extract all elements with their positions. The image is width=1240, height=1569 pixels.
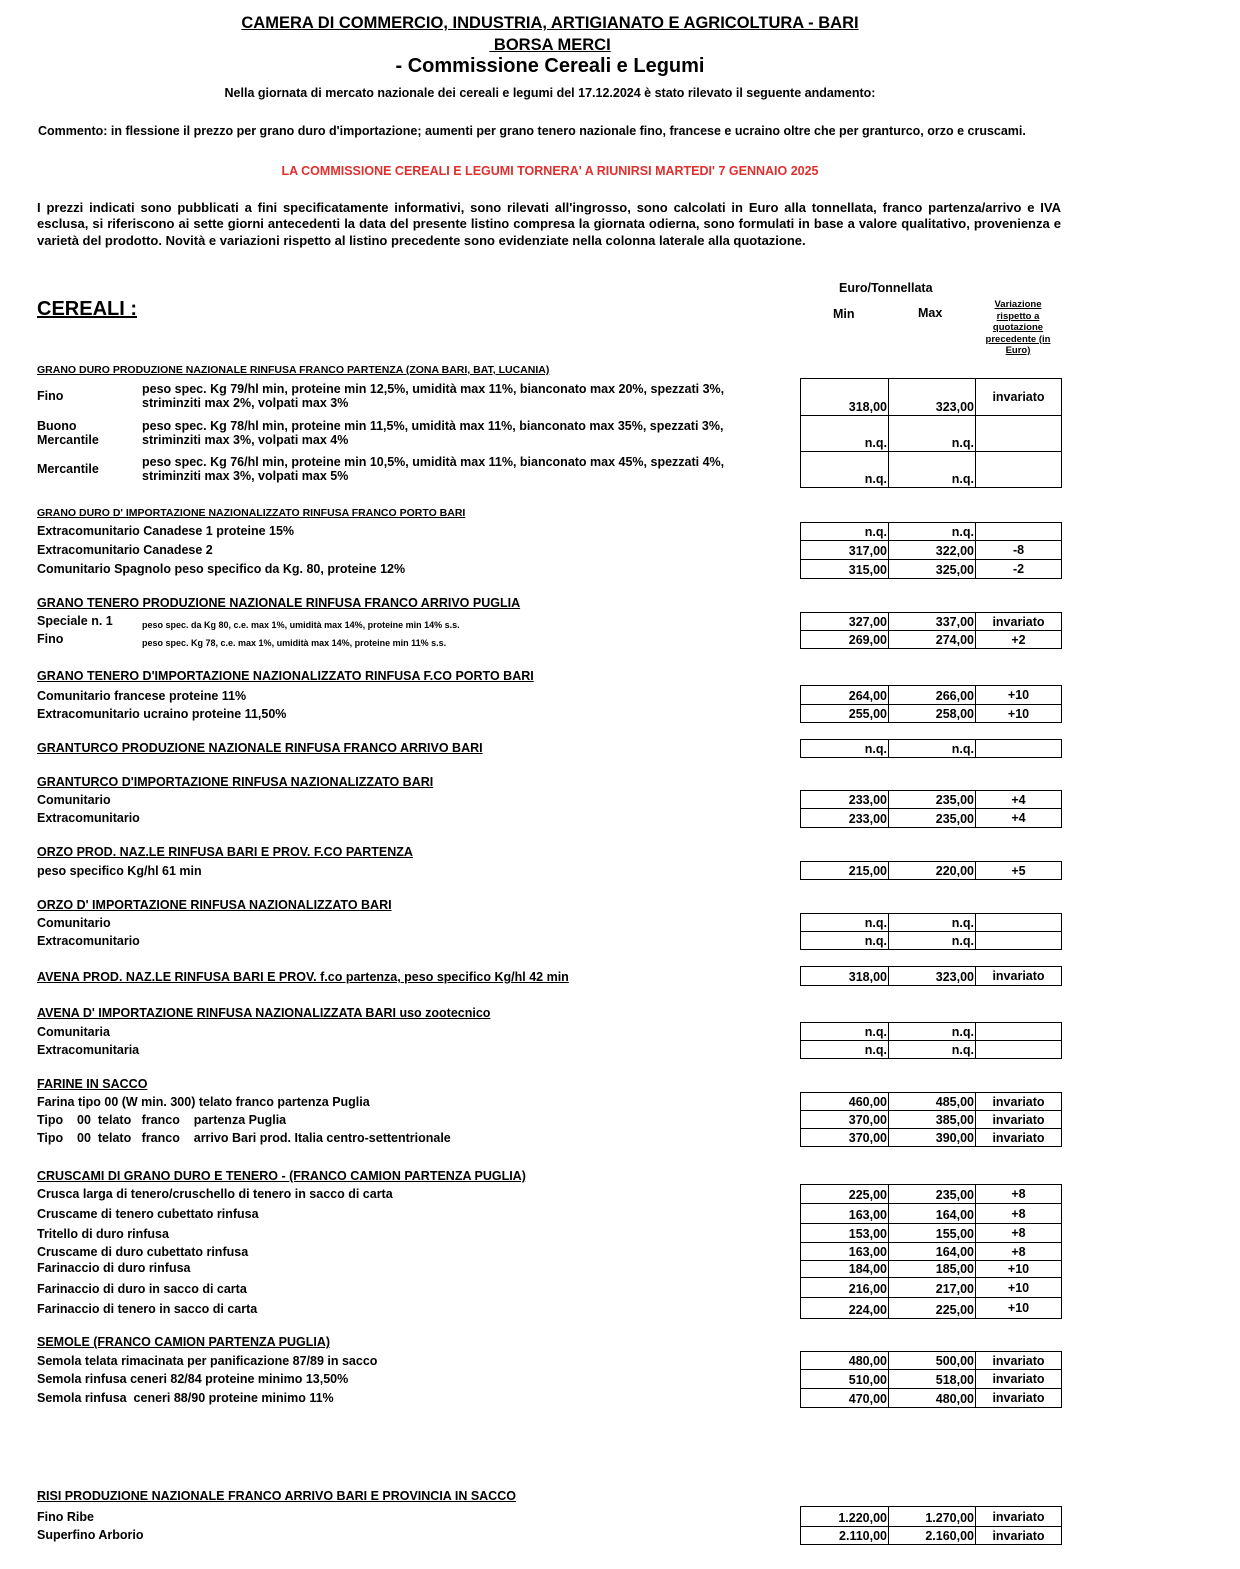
price-variation: invariato <box>992 1372 1045 1386</box>
row-description: peso spec. Kg 79/hl min, proteine min 12,5%, umidità max 11%, bianconato max 20%, spezzati 3%, striminziti max 2%, volpati max 3% <box>142 382 725 410</box>
price-variation: invariato <box>992 614 1045 629</box>
min-price: 315,00 <box>801 560 889 578</box>
price-row <box>800 1040 1062 1059</box>
price-variation: +2 <box>1011 632 1026 647</box>
row-label: Tipo 00 telato franco arrivo Bari prod. Italia centro-settentrionale <box>37 1131 451 1145</box>
max-price: 480,00 <box>889 1389 976 1407</box>
max-price: 217,00 <box>889 1278 976 1297</box>
max-price: 390,00 <box>889 1129 976 1146</box>
price-variation <box>976 523 1061 540</box>
row-label: Farina tipo 00 (W min. 300) telato franco partenza Puglia <box>37 1095 370 1109</box>
price-variation: invariato <box>992 1094 1045 1109</box>
price-variation: invariato <box>992 1509 1045 1524</box>
row-label: Tipo 00 telato franco partenza Puglia <box>37 1113 287 1127</box>
min-price: n.q. <box>801 452 889 487</box>
max-price: 220,00 <box>889 862 976 879</box>
section-title: RISI PRODUZIONE NAZIONALE FRANCO ARRIVO BARI E PROVINCIA IN SACCO <box>37 1489 516 1503</box>
price-variation <box>976 740 1061 757</box>
price-variation: +8 <box>1011 1244 1026 1259</box>
min-price: 318,00 <box>801 379 889 415</box>
min-price: n.q. <box>801 416 889 451</box>
section-title: ORZO D' IMPORTAZIONE RINFUSA NAZIONALIZZATO BARI <box>37 898 392 912</box>
min-price: 215,00 <box>801 862 889 879</box>
row-label: Extracomunitario ucraino proteine 11,50% <box>37 707 287 721</box>
max-price: 258,00 <box>889 705 976 722</box>
min-price: 224,00 <box>801 1298 889 1318</box>
price-row <box>800 1022 1062 1041</box>
price-variation: -8 <box>1012 543 1025 557</box>
row-label: Tritello di duro rinfusa <box>37 1227 169 1241</box>
min-price: 317,00 <box>801 541 889 559</box>
row-label: Mercantile <box>37 462 99 476</box>
section-title: GRANO TENERO PRODUZIONE NAZIONALE RINFUSA FRANCO ARRIVO PUGLIA <box>37 596 521 610</box>
max-price: 2.160,00 <box>889 1527 976 1544</box>
max-price: n.q. <box>889 932 976 949</box>
price-row <box>800 913 1062 932</box>
section-title: AVENA D' IMPORTAZIONE RINFUSA NAZIONALIZZATA BARI uso zootecnico <box>37 1006 491 1020</box>
price-row <box>800 704 1062 723</box>
max-price: 185,00 <box>889 1261 976 1277</box>
min-price: n.q. <box>801 932 889 949</box>
min-price: 370,00 <box>801 1111 889 1128</box>
market-intro: Nella giornata di mercato nazionale dei cereali e legumi del 17.12.2024 è stato rilevato il seguente andamento: <box>224 86 876 100</box>
min-price: 255,00 <box>801 705 889 722</box>
price-row <box>800 522 1062 541</box>
price-variation <box>976 932 1061 949</box>
row-label: Semola rinfusa ceneri 88/90 proteine minimo 11% <box>37 1391 334 1405</box>
max-price: n.q. <box>889 416 976 451</box>
min-price: n.q. <box>801 1023 889 1040</box>
row-label: Buono Mercantile <box>37 419 99 447</box>
commission-title: - Commissione Cereali e Legumi <box>395 55 705 77</box>
section-title: AVENA PROD. NAZ.LE RINFUSA BARI E PROV. f.co partenza, peso specifico Kg/hl 42 min <box>37 970 569 984</box>
min-price: 153,00 <box>801 1224 889 1242</box>
price-row <box>800 415 1062 452</box>
max-price: n.q. <box>889 452 976 487</box>
max-price: n.q. <box>889 740 976 757</box>
variation-column-header: Variazione rispetto a quotazione precedente (in Euro) <box>985 299 1051 356</box>
section-title: GRANTURCO PRODUZIONE NAZIONALE RINFUSA FRANCO ARRIVO BARI <box>37 741 483 755</box>
min-price: n.q. <box>801 1041 889 1058</box>
price-variation: invariato <box>992 1112 1045 1127</box>
price-row <box>800 1277 1062 1298</box>
section-title: GRANTURCO D'IMPORTAZIONE RINFUSA NAZIONALIZZATO BARI <box>37 775 434 789</box>
max-price: 225,00 <box>889 1298 976 1318</box>
row-label: Semola rinfusa ceneri 82/84 proteine minimo 13,50% <box>37 1372 349 1386</box>
row-label: Superfino Arborio <box>37 1528 144 1542</box>
max-price: 385,00 <box>889 1111 976 1128</box>
row-label: Semola telata rimacinata per panificazione 87/89 in sacco <box>37 1354 378 1368</box>
price-row <box>800 685 1062 705</box>
min-price: 510,00 <box>801 1370 889 1388</box>
section-title: SEMOLE (FRANCO CAMION PARTENZA PUGLIA) <box>37 1335 331 1349</box>
max-price: 323,00 <box>889 379 976 415</box>
price-row <box>800 1203 1062 1224</box>
max-price: 235,00 <box>889 809 976 827</box>
min-price: 216,00 <box>801 1278 889 1297</box>
price-variation: +5 <box>1011 863 1026 878</box>
row-description: peso spec. da Kg 80, c.e. max 1%, umidità max 14%, proteine min 14% s.s. <box>142 620 460 630</box>
max-price: 337,00 <box>889 613 976 630</box>
price-variation <box>976 416 1061 451</box>
min-price: 327,00 <box>801 613 889 630</box>
price-row <box>800 1526 1062 1545</box>
price-variation: invariato <box>992 390 1045 404</box>
price-variation: invariato <box>992 969 1045 983</box>
min-price: 184,00 <box>801 1261 889 1277</box>
price-row <box>800 1260 1062 1278</box>
price-variation: invariato <box>992 1353 1045 1368</box>
max-price: 274,00 <box>889 631 976 648</box>
min-price: 264,00 <box>801 686 889 704</box>
max-price: 164,00 <box>889 1204 976 1223</box>
price-variation: +8 <box>1011 1187 1026 1201</box>
next-meeting-notice: LA COMMISSIONE CEREALI E LEGUMI TORNERA' A RIUNIRSI MARTEDI' 7 GENNAIO 2025 <box>281 164 819 178</box>
price-variation: +8 <box>1011 1226 1026 1240</box>
chamber-title: CAMERA DI COMMERCIO, INDUSTRIA, ARTIGIANATO E AGRICOLTURA - BARI <box>241 14 859 32</box>
price-row <box>800 1242 1062 1261</box>
price-row <box>800 540 1062 560</box>
price-row <box>800 1184 1062 1204</box>
max-price: n.q. <box>889 1041 976 1058</box>
min-price: 318,00 <box>801 967 889 985</box>
row-description: peso spec. Kg 78/hl min, proteine min 11,5%, umidità max 11%, bianconato max 35%, spezzati 3%, striminziti max 3%, volpati max 4% <box>142 419 724 447</box>
price-variation: invariato <box>992 1528 1045 1543</box>
price-variation <box>976 1041 1061 1058</box>
price-row <box>800 931 1062 950</box>
min-price: 1.220,00 <box>801 1507 889 1526</box>
max-price: 1.270,00 <box>889 1507 976 1526</box>
row-label: Crusca larga di tenero/cruschello di tenero in sacco di carta <box>37 1187 393 1201</box>
min-price: n.q. <box>801 914 889 931</box>
section-title: GRANO TENERO D'IMPORTAZIONE NAZIONALIZZATO RINFUSA F.CO PORTO BARI <box>37 669 534 683</box>
price-row <box>800 559 1062 579</box>
section-title: CRUSCAMI DI GRANO DURO E TENERO - (FRANCO CAMION PARTENZA PUGLIA) <box>37 1169 526 1183</box>
price-row <box>800 1092 1062 1111</box>
max-price: 500,00 <box>889 1352 976 1369</box>
min-price: 2.110,00 <box>801 1527 889 1544</box>
price-row <box>800 378 1062 416</box>
price-row <box>800 808 1062 828</box>
max-price: 323,00 <box>889 967 976 985</box>
row-label: Comunitario <box>37 793 111 807</box>
price-row <box>800 612 1062 631</box>
price-variation: +10 <box>1007 706 1030 721</box>
min-price: n.q. <box>801 523 889 540</box>
row-label: Extracomunitario <box>37 934 140 948</box>
price-variation: +10 <box>1007 1280 1030 1295</box>
max-price: 164,00 <box>889 1243 976 1260</box>
max-price: 266,00 <box>889 686 976 704</box>
row-description: peso spec. Kg 76/hl min, proteine min 10,5%, umidità max 11%, bianconato max 45%, spezzati 4%, striminziti max 3%, volpati max 5% <box>142 455 725 483</box>
price-variation: +10 <box>1007 688 1030 702</box>
min-price: 163,00 <box>801 1243 889 1260</box>
row-label: Comunitario <box>37 916 111 930</box>
section-title: GRANO DURO D' IMPORTAZIONE NAZIONALIZZATO RINFUSA FRANCO PORTO BARI <box>37 507 466 519</box>
max-price: n.q. <box>889 523 976 540</box>
min-price: 370,00 <box>801 1129 889 1146</box>
price-row <box>800 739 1062 758</box>
max-price: 322,00 <box>889 541 976 559</box>
price-row <box>800 1297 1062 1319</box>
price-variation <box>976 1023 1061 1040</box>
row-label: Fino <box>37 389 64 403</box>
row-label: Farinaccio di duro in sacco di carta <box>37 1282 247 1296</box>
price-row <box>800 861 1062 880</box>
price-row <box>800 630 1062 649</box>
price-disclaimer: I prezzi indicati sono pubblicati a fini specificatamente informativi, sono rilevati all'ingrosso, sono calcolati in Euro alla tonnellata, franco partenza/arrivo e IVA esclusa, si riferiscono ai sette giorni antecedenti la data del presente listino compresa la giornata odierna, sono formulati in base a valore qualitativo, provenienza e varietà del prodotto. Novità e variazioni rispetto al listino precedente sono evidenziate nella colonna laterale alla quotazione. <box>37 200 1061 248</box>
price-row <box>800 1128 1062 1147</box>
row-label: Comunitario Spagnolo peso specifico da Kg. 80, proteine 12% <box>37 562 406 576</box>
market-comment: Commento: in flessione il prezzo per grano duro d'importazione; aumenti per grano tenero nazionale fino, francese e ucraino oltre che per granturco, orzo e cruscami. <box>38 124 1026 138</box>
row-label: Extracomunitario <box>37 811 140 825</box>
row-label: Extracomunitaria <box>37 1043 140 1057</box>
max-price: 235,00 <box>889 791 976 808</box>
row-label: Farinaccio di duro rinfusa <box>37 1261 191 1275</box>
row-label: Comunitaria <box>37 1025 110 1039</box>
section-title: ORZO PROD. NAZ.LE RINFUSA BARI E PROV. F.CO PARTENZA <box>37 845 413 859</box>
price-variation: +10 <box>1007 1262 1030 1276</box>
max-price: 155,00 <box>889 1224 976 1242</box>
row-label: Cruscame di tenero cubettato rinfusa <box>37 1207 259 1221</box>
row-label: Comunitario francese proteine 11% <box>37 689 247 703</box>
max-price: 518,00 <box>889 1370 976 1388</box>
max-price: n.q. <box>889 1023 976 1040</box>
unit-header: Euro/Tonnellata <box>839 281 933 295</box>
price-variation: +4 <box>1011 792 1026 807</box>
price-variation: +8 <box>1011 1206 1026 1221</box>
max-price: 485,00 <box>889 1093 976 1110</box>
row-label: peso specifico Kg/hl 61 min <box>37 864 202 878</box>
price-variation: invariato <box>992 1391 1045 1405</box>
price-row <box>800 1110 1062 1129</box>
min-price: 269,00 <box>801 631 889 648</box>
price-row <box>800 1223 1062 1243</box>
min-price: 480,00 <box>801 1352 889 1369</box>
min-price: n.q. <box>801 740 889 757</box>
row-label: Extracomunitario Canadese 1 proteine 15% <box>37 524 295 538</box>
price-variation: -2 <box>1012 562 1025 576</box>
row-description: peso spec. Kg 78, c.e. max 1%, umidità max 14%, proteine min 11% s.s. <box>142 638 447 648</box>
price-variation: +4 <box>1011 811 1026 825</box>
row-label: Fino <box>37 632 64 646</box>
row-label: Speciale n. 1 <box>37 614 113 628</box>
min-price: 470,00 <box>801 1389 889 1407</box>
min-column-header: Min <box>833 307 855 321</box>
max-price: 235,00 <box>889 1185 976 1203</box>
section-title: GRANO DURO PRODUZIONE NAZIONALE RINFUSA FRANCO PARTENZA (ZONA BARI, BAT, LUCANIA) <box>37 364 550 376</box>
price-row <box>800 1388 1062 1408</box>
min-price: 225,00 <box>801 1185 889 1203</box>
row-label: Fino Ribe <box>37 1510 94 1524</box>
row-label: Cruscame di duro cubettato rinfusa <box>37 1245 249 1259</box>
min-price: 163,00 <box>801 1204 889 1223</box>
price-row <box>800 966 1062 986</box>
price-row <box>800 1351 1062 1370</box>
price-row <box>800 790 1062 809</box>
row-label: Farinaccio di tenero in sacco di carta <box>37 1302 258 1316</box>
borsa-merci-title: BORSA MERCI <box>489 36 611 54</box>
price-row <box>800 1506 1062 1527</box>
price-variation: invariato <box>992 1130 1045 1145</box>
min-price: 233,00 <box>801 791 889 808</box>
section-title: FARINE IN SACCO <box>37 1077 148 1091</box>
cereali-heading: CEREALI : <box>37 298 137 320</box>
price-variation: +10 <box>1007 1301 1030 1315</box>
price-row <box>800 451 1062 488</box>
price-row <box>800 1369 1062 1389</box>
price-variation <box>976 914 1061 931</box>
max-price: 325,00 <box>889 560 976 578</box>
min-price: 233,00 <box>801 809 889 827</box>
row-label: Extracomunitario Canadese 2 <box>37 543 213 557</box>
max-price: n.q. <box>889 914 976 931</box>
price-variation <box>976 452 1061 487</box>
max-column-header: Max <box>918 306 943 320</box>
min-price: 460,00 <box>801 1093 889 1110</box>
